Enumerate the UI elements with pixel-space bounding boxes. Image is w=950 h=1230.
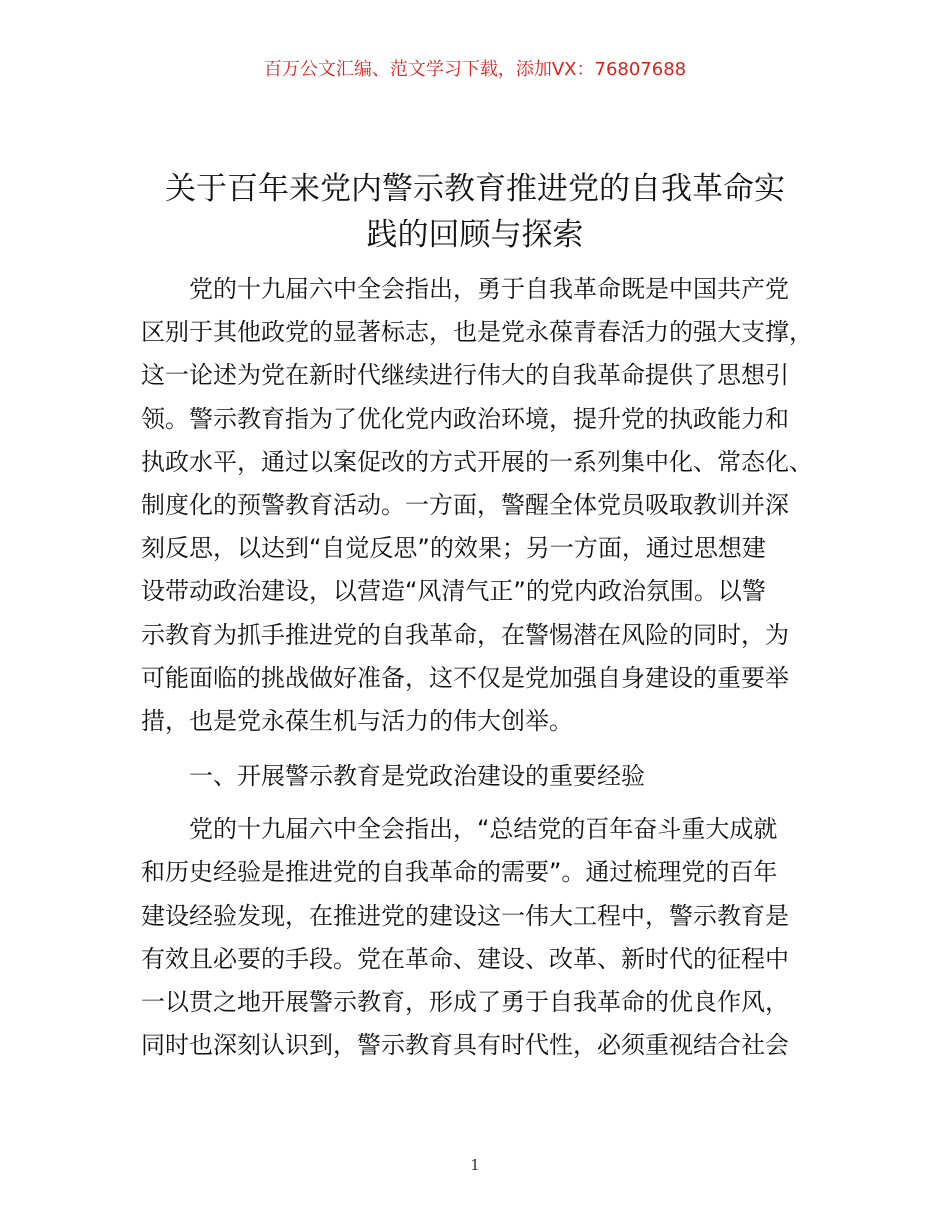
paragraph-line: 党的十九届六中全会指出，勇于自我革命既是中国共产党 — [189, 275, 789, 303]
document-title — [120, 166, 830, 258]
paragraph-line: 这一论述为党在新时代继续进行伟大的自我革命提供了思想引 — [141, 361, 789, 390]
paragraph-2 — [141, 808, 816, 1067]
paragraph-line: 一以贯之地开展警示教育，形成了勇于自我革命的优良作风， — [141, 988, 789, 1016]
paragraph-line: 有效且必要的手段。党在革命、建设、改革、新时代的征程中 — [141, 944, 789, 973]
paragraph-line: 可能面临的挑战做好准备，这不仅是党加强自身建设的重要举 — [141, 663, 789, 692]
paragraph-line: 和历史经验是推进党的自我革命的需要”。通过梳理党的百年 — [141, 858, 778, 887]
header-banner: 百万公文汇编、范文学习下载，添加VX：76807688 — [263, 59, 687, 80]
paragraph-line: 设带动政治建设，以营造“风清气正”的党内政治氛围。以警 — [141, 577, 766, 606]
paragraph-line: 执政水平，通过以案促改的方式开展的一系列集中化、常态化、 — [141, 447, 813, 476]
paragraph-line: 示教育为抓手推进党的自我革命，在警惕潜在风险的同时，为 — [141, 620, 789, 649]
paragraph-line: 党的十九届六中全会指出，“总结党的百年奋斗重大成就 — [189, 815, 778, 844]
paragraph-line: 建设经验发现，在推进党的建设这一伟大工程中，警示教育是 — [141, 901, 789, 930]
paragraph-line: 领。警示教育指为了优化党内政治环境，提升党的执政能力和 — [141, 404, 789, 433]
paragraph-line: 制度化的预警教育活动。一方面，警醒全体党员吸取教训并深 — [141, 490, 789, 519]
title-line-1: 关于百年来党内警示教育推进党的自我革命实 — [165, 171, 785, 207]
title-line-2: 践的回顾与探索 — [366, 217, 584, 253]
paragraph-1 — [141, 268, 816, 743]
document-body — [141, 268, 816, 1067]
paragraph-line: 刻反思，以达到“自觉反思”的效果；另一方面，通过思想建 — [141, 534, 766, 563]
paragraph-line: 区别于其他政党的显著标志，也是党永葆青春活力的强大支撑， — [141, 318, 813, 347]
section-heading-1: 一、开展警示教育是党政治建设的重要经验 — [189, 762, 645, 791]
page-number: 1 — [470, 1156, 480, 1174]
paragraph-line: 措，也是党永葆生机与活力的伟大创举。 — [141, 706, 573, 735]
paragraph-line: 同时也深刻认识到，警示教育具有时代性，必须重视结合社会 — [141, 1031, 789, 1060]
